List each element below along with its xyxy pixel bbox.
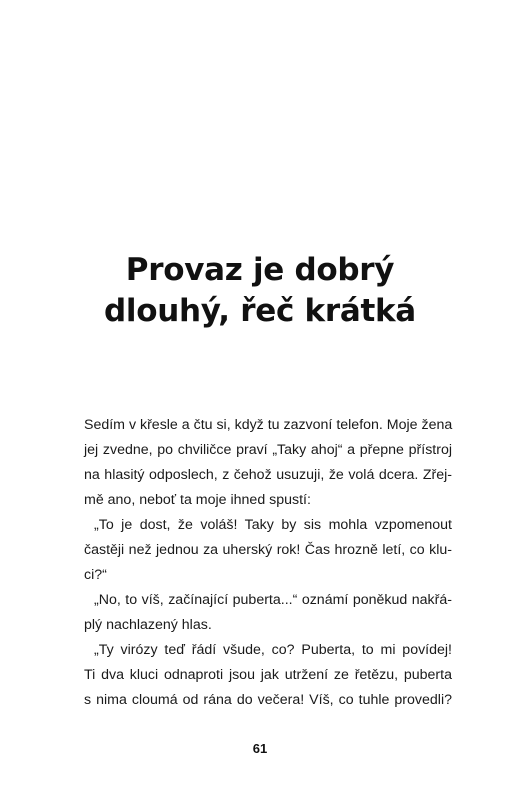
text-line: ci?“ <box>84 567 107 583</box>
text-line: „Ty virózy teď řádí všude, co? Puberta, to mi povídej! <box>94 642 452 658</box>
text-line: s nima cloumá od rána do večera! Víš, co tuhle provedli? <box>84 692 452 708</box>
text-line: jej zvedne, po chviličce praví „Taky ahoj“ a přepne přístroj <box>84 442 452 458</box>
text-line: „No, to víš, začínající puberta...“ oznámí poněkud nakřá- <box>94 592 452 608</box>
text-line: plý nachlazený hlas. <box>84 617 212 633</box>
text-line: „To je dost, že voláš! Taky by sis mohla vzpomenout <box>94 517 452 533</box>
text-line: mě ano, neboť ta moje ihned spustí: <box>84 492 311 508</box>
text-line: častěji než jednou za uherský rok! Čas hrozně letí, co klu- <box>84 542 452 558</box>
page-number: 61 <box>252 741 268 756</box>
text-line: Sedím v křesle a čtu si, když tu zazvoní telefon. Moje žena <box>84 417 453 433</box>
chapter-title-line-1: Provaz je dobrý <box>125 252 395 288</box>
text-line: na hlasitý odposlech, z čehož usuzuji, že volá dcera. Zřej- <box>84 467 452 483</box>
chapter-title-line-2: dlouhý, řeč krátká <box>104 293 416 329</box>
text-line: Ti dva kluci odnaproti jsou jak utržení ze řetězu, puberta <box>84 667 452 683</box>
